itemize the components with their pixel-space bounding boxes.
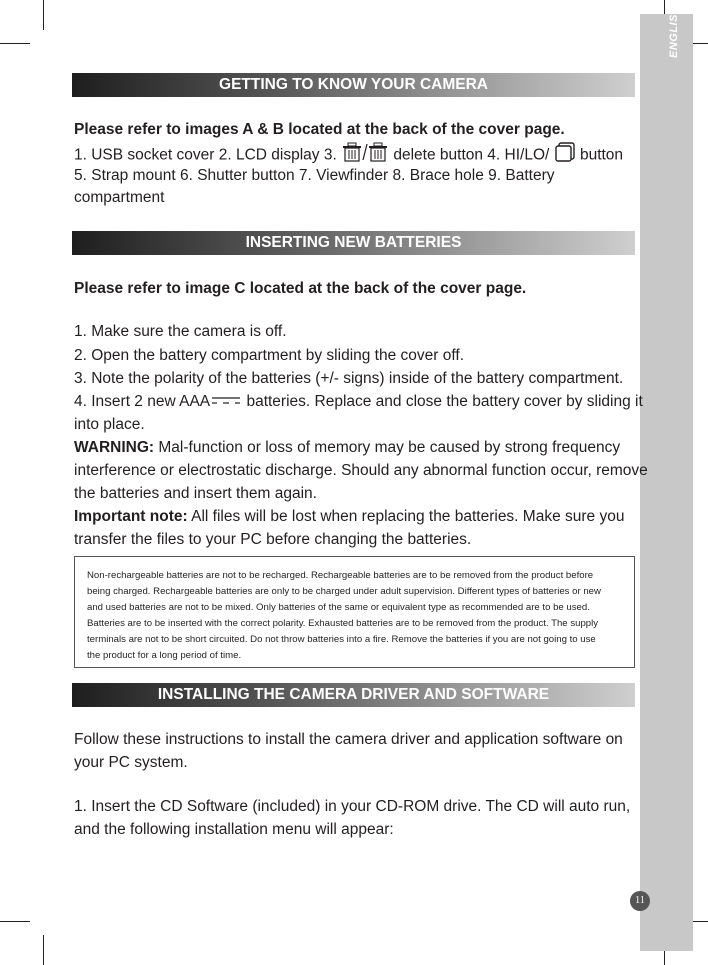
language-sidebar	[640, 14, 693, 951]
section1-intro: Please refer to images A & B located at the back of the cover page.	[74, 121, 565, 138]
warning-line3: the batteries and insert them again.	[74, 485, 317, 502]
crop-mark	[0, 43, 30, 44]
crop-mark	[43, 0, 44, 30]
language-label: ENGLISH	[668, 5, 680, 58]
crop-mark	[43, 935, 44, 965]
image-quality-icon	[554, 142, 576, 169]
battery-step-1: 1. Make sure the camera is off.	[74, 323, 287, 340]
section1-line1-part3: button	[575, 146, 624, 164]
safety-line: Non-rechargeable batteries are not to be recharged. Rechargeable batteries are to be removed from the product before	[87, 570, 594, 581]
install-step1-line2: and the following installation menu will appear:	[74, 821, 394, 838]
section-header-batteries: INSERTING NEW BATTERIES	[72, 231, 635, 255]
section-header-camera: GETTING TO KNOW YOUR CAMERA	[72, 73, 635, 97]
battery-step-4-part1: 4. Insert 2 new AAA	[74, 393, 211, 411]
install-paragraph-line1: Follow these instructions to install the camera driver and application software on	[74, 731, 623, 748]
important-note-text: All files will be lost when replacing the batteries. Make sure you	[187, 508, 625, 525]
section1-line2: 5. Strap mount 6. Shutter button 7. Viewfinder 8. Brace hole 9. Battery	[74, 167, 555, 184]
battery-step-4-continued: into place.	[74, 416, 145, 433]
section1-line3: compartment	[74, 189, 165, 206]
battery-step-2: 2. Open the battery compartment by sliding the cover off.	[74, 347, 465, 364]
important-note-line1	[74, 506, 624, 528]
safety-line: the product for a long period of time.	[87, 650, 242, 661]
battery-step-4-part2: batteries. Replace and close the battery cover by sliding it	[242, 393, 643, 411]
warning-line1	[74, 437, 620, 459]
safety-line: being charged. Rechargeable batteries are only to be charged under adult supervision. Different types of batteries or new	[87, 586, 601, 597]
warning-label: WARNING:	[74, 439, 155, 456]
battery-safety-box	[74, 556, 635, 668]
safety-line: terminals are not to be short circuited. Do not throw batteries into a fire. Remove the batteries if you are not going to use	[87, 634, 596, 645]
section1-line1-part1: 1. USB socket cover 2. LCD display 3.	[74, 146, 342, 164]
install-step1-line1: 1. Insert the CD Software (included) in your CD-ROM drive. The CD will auto run,	[74, 798, 631, 815]
battery-step-4	[74, 391, 643, 413]
install-paragraph-line2: your PC system.	[74, 754, 188, 771]
safety-line: Batteries are to be inserted with the correct polarity. Exhausted batteries are to be removed from the product. The supply	[87, 618, 599, 629]
warning-text: Mal-function or loss of memory may be caused by strong frequency	[154, 439, 621, 456]
important-note-label: Important note:	[74, 508, 188, 525]
warning-line2: interference or electrostatic discharge. Should any abnormal function occur, remove	[74, 462, 648, 479]
battery-step-3: 3. Note the polarity of the batteries (+/- signs) inside of the battery compartment.	[74, 370, 624, 387]
safety-line: and used batteries are not to be mixed. Only batteries of the same or equivalent type as recommended are to be used.	[87, 602, 590, 613]
page-number: 11	[630, 891, 650, 911]
important-note-line2: transfer the files to your PC before changing the batteries.	[74, 531, 472, 548]
section1-line1-part2: delete button 4. HI/LO/	[389, 146, 554, 164]
crop-mark	[0, 921, 30, 922]
section2-intro: Please refer to image C located at the back of the cover page.	[74, 280, 527, 297]
section-header-driver: INSTALLING THE CAMERA DRIVER AND SOFTWARE	[72, 683, 635, 707]
dc-symbol-icon	[210, 391, 242, 413]
